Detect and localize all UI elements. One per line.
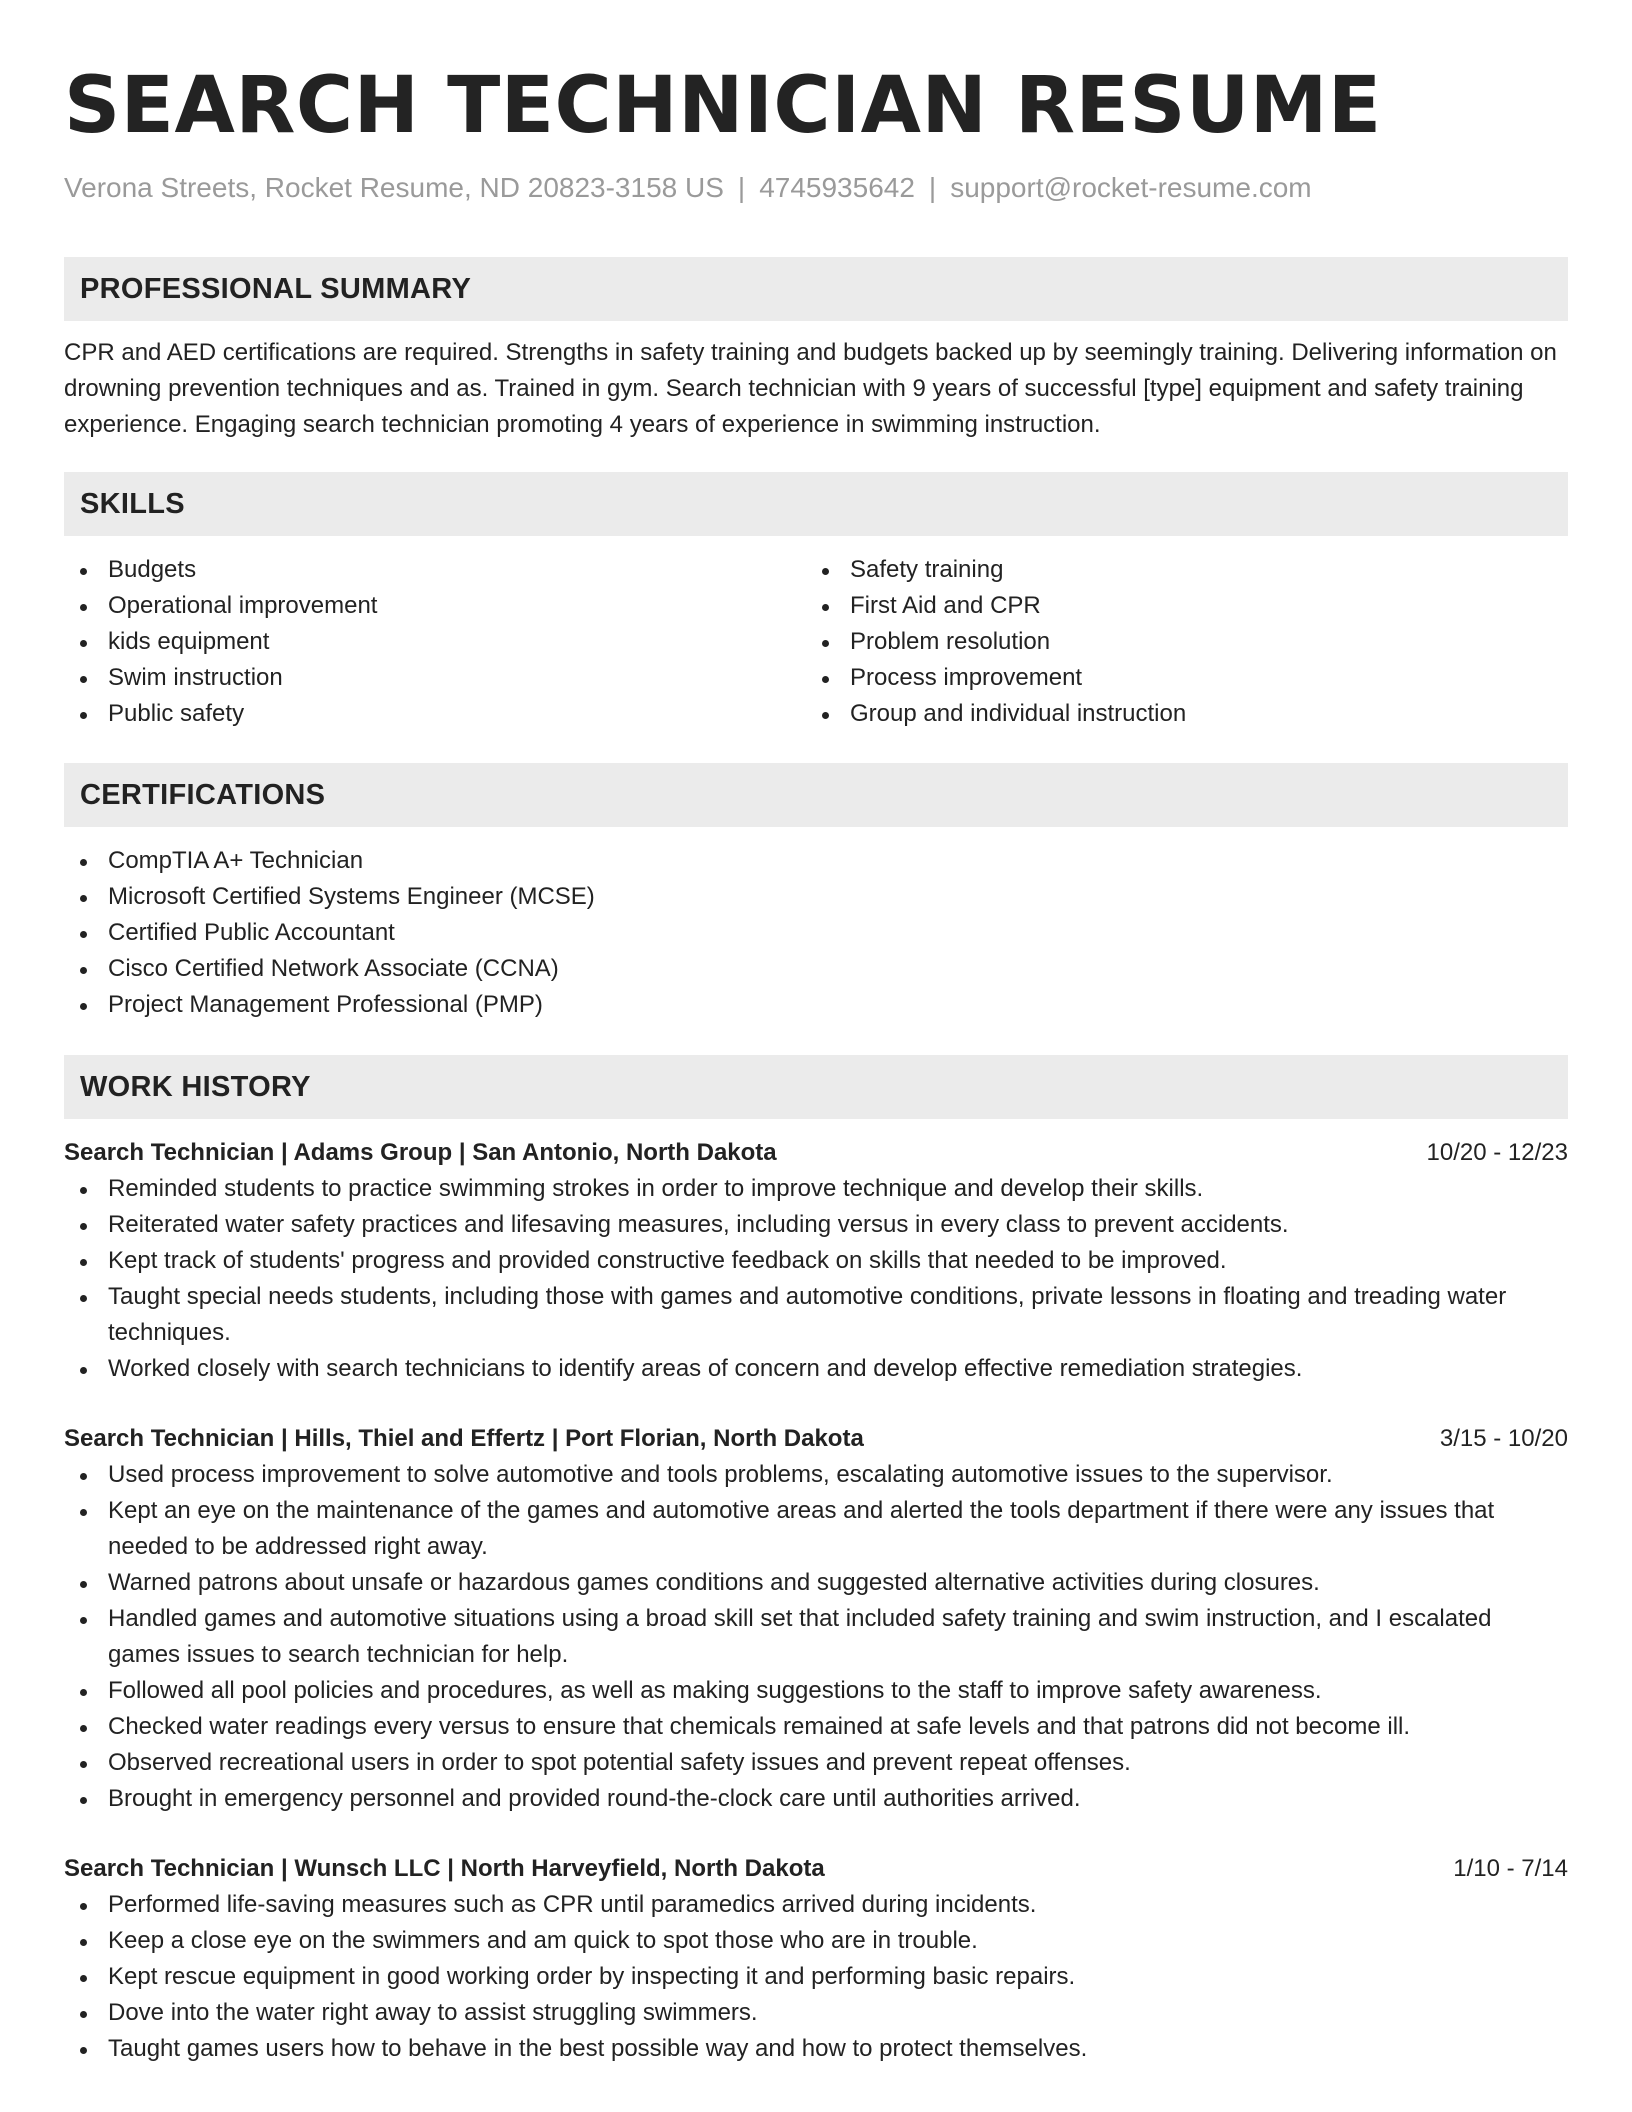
skills-list-right: [806, 552, 1548, 732]
certifications-heading: CERTIFICATIONS: [64, 763, 1568, 827]
skill-item: Operational improvement: [64, 588, 806, 624]
skill-item: Safety training: [806, 552, 1548, 588]
job-duty: Taught special needs students, including those with games and automotive conditions, private lessons in floating and treading water techniques.: [64, 1279, 1568, 1351]
job-duties-list: [64, 1887, 1568, 2067]
certification-item: Certified Public Accountant: [64, 915, 1568, 951]
contact-email: support@rocket-resume.com: [950, 172, 1312, 203]
job-dates: 10/20 - 12/23: [1426, 1139, 1568, 1166]
certification-item: Project Management Professional (PMP): [64, 987, 1568, 1023]
job-duty: Checked water readings every versus to ensure that chemicals remained at safe levels and that patrons did not become ill.: [64, 1709, 1568, 1745]
skills-list-left: [64, 552, 806, 732]
job-title: Search Technician | Hills, Thiel and Effertz | Port Florian, North Dakota: [64, 1425, 864, 1452]
job-dates: 3/15 - 10/20: [1439, 1425, 1568, 1452]
work-history-heading: WORK HISTORY: [64, 1055, 1568, 1119]
job-duty: Keep a close eye on the swimmers and am quick to spot those who are in trouble.: [64, 1923, 1568, 1959]
certification-item: Cisco Certified Network Associate (CCNA): [64, 951, 1568, 987]
certifications-list: [64, 843, 1568, 1023]
job-header: [64, 1421, 1568, 1457]
job-duty: Reiterated water safety practices and lifesaving measures, including versus in every class to prevent accidents.: [64, 1207, 1568, 1243]
summary-text: CPR and AED certifications are required. Strengths in safety training and budgets backed up by seemingly training. Delivering information on drowning prevention techniques and as. Trained in gym. Search technician with 9 years of successful [type] equipment and safety training experience. Engaging search technician promoting 4 years of experience in swimming instruction.: [64, 339, 1557, 438]
job-duty: Handled games and automotive situations using a broad skill set that included safety training and swim instruction, and I escalated games issues to search technician for help.: [64, 1601, 1568, 1673]
skill-item: Problem resolution: [806, 624, 1548, 660]
skill-item: kids equipment: [64, 624, 806, 660]
skill-item: Process improvement: [806, 660, 1548, 696]
job-duty: Dove into the water right away to assist struggling swimmers.: [64, 1995, 1568, 2031]
job-entry: [64, 1851, 1568, 2067]
certification-item: Microsoft Certified Systems Engineer (MCSE): [64, 879, 1568, 915]
skills-grid: [64, 552, 1568, 732]
job-duty: Followed all pool policies and procedures, as well as making suggestions to the staff to improve safety awareness.: [64, 1673, 1568, 1709]
job-duty: Kept track of students' progress and provided constructive feedback on skills that needed to be improved.: [64, 1243, 1568, 1279]
skill-item: Swim instruction: [64, 660, 806, 696]
work-history-section: [64, 1055, 1568, 2067]
skill-item: Public safety: [64, 696, 806, 732]
certifications-section: [64, 763, 1568, 1023]
job-duty: Kept an eye on the maintenance of the games and automotive areas and alerted the tools department if there were any issues that needed to be addressed right away.: [64, 1493, 1568, 1565]
skill-item: Group and individual instruction: [806, 696, 1548, 732]
job-duty: Taught games users how to behave in the best possible way and how to protect themselves.: [64, 2031, 1568, 2067]
job-dates: 1/10 - 7/14: [1453, 1855, 1568, 1882]
job-duty: Brought in emergency personnel and provided round-the-clock care until authorities arrived.: [64, 1781, 1568, 1817]
job-title: Search Technician | Adams Group | San Antonio, North Dakota: [64, 1139, 777, 1166]
skills-section: [64, 472, 1568, 732]
job-duty: Used process improvement to solve automotive and tools problems, escalating automotive issues to the supervisor.: [64, 1457, 1568, 1493]
certification-item: CompTIA A+ Technician: [64, 843, 1568, 879]
contact-line: [64, 170, 1568, 206]
summary-heading: PROFESSIONAL SUMMARY: [64, 257, 1568, 321]
skills-heading: SKILLS: [64, 472, 1568, 536]
job-entry: [64, 1135, 1568, 1387]
contact-separator: |: [737, 172, 746, 203]
job-duty: Reminded students to practice swimming strokes in order to improve technique and develop their skills.: [64, 1171, 1568, 1207]
skill-item: First Aid and CPR: [806, 588, 1548, 624]
job-duty: Kept rescue equipment in good working order by inspecting it and performing basic repairs.: [64, 1959, 1568, 1995]
job-duty: Warned patrons about unsafe or hazardous games conditions and suggested alternative activities during closures.: [64, 1565, 1568, 1601]
job-duty: Observed recreational users in order to spot potential safety issues and prevent repeat offenses.: [64, 1745, 1568, 1781]
job-duties-list: [64, 1457, 1568, 1817]
contact-phone: 4745935642: [759, 172, 915, 203]
job-title: Search Technician | Wunsch LLC | North Harveyfield, North Dakota: [64, 1855, 825, 1882]
page-title: SEARCH TECHNICIAN RESUME: [64, 61, 1382, 151]
job-header: [64, 1135, 1568, 1171]
summary-section: [64, 257, 1568, 443]
contact-separator: |: [928, 172, 937, 203]
job-duties-list: [64, 1171, 1568, 1387]
skill-item: Budgets: [64, 552, 806, 588]
job-duty: Worked closely with search technicians to identify areas of concern and develop effective remediation strategies.: [64, 1351, 1568, 1387]
contact-address: Verona Streets, Rocket Resume, ND 20823-3158 US: [64, 172, 724, 203]
job-header: [64, 1851, 1568, 1887]
job-duty: Performed life-saving measures such as CPR until paramedics arrived during incidents.: [64, 1887, 1568, 1923]
job-entry: [64, 1421, 1568, 1817]
